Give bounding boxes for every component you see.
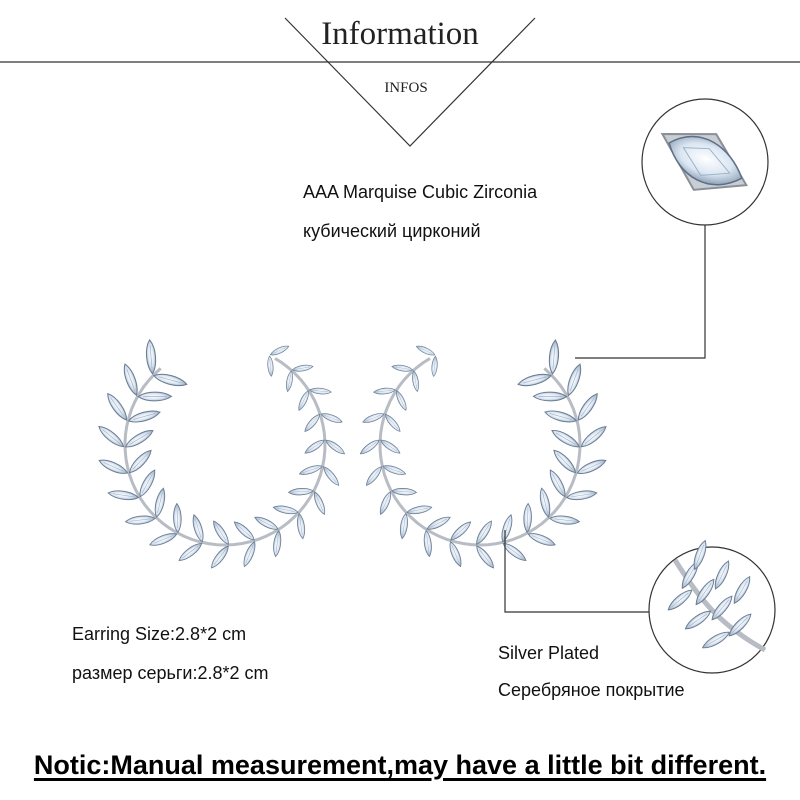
stone-label-en: AAA Marquise Cubic Zirconia (303, 182, 538, 202)
stone-detail-circle (642, 99, 768, 225)
size-label-ru: размер серьги:2.8*2 cm (72, 663, 269, 683)
plating-callout-line (505, 530, 650, 612)
stone-callout-line (575, 222, 705, 358)
right-earring-image (359, 340, 609, 571)
band-detail-circle (649, 539, 775, 673)
size-label-en: Earring Size:2.8*2 cm (72, 624, 247, 644)
left-earring-image (96, 339, 346, 570)
page-subtitle: INFOS (384, 80, 428, 96)
stone-label-ru: кубический цирконий (303, 221, 481, 241)
plating-label-en: Silver Plated (498, 643, 600, 663)
page-title: Information (321, 16, 479, 52)
plating-label-ru: Серебряное покрытие (498, 680, 685, 700)
measurement-notice: Notic:Manual measurement,may have a little bit different. (33, 750, 767, 780)
